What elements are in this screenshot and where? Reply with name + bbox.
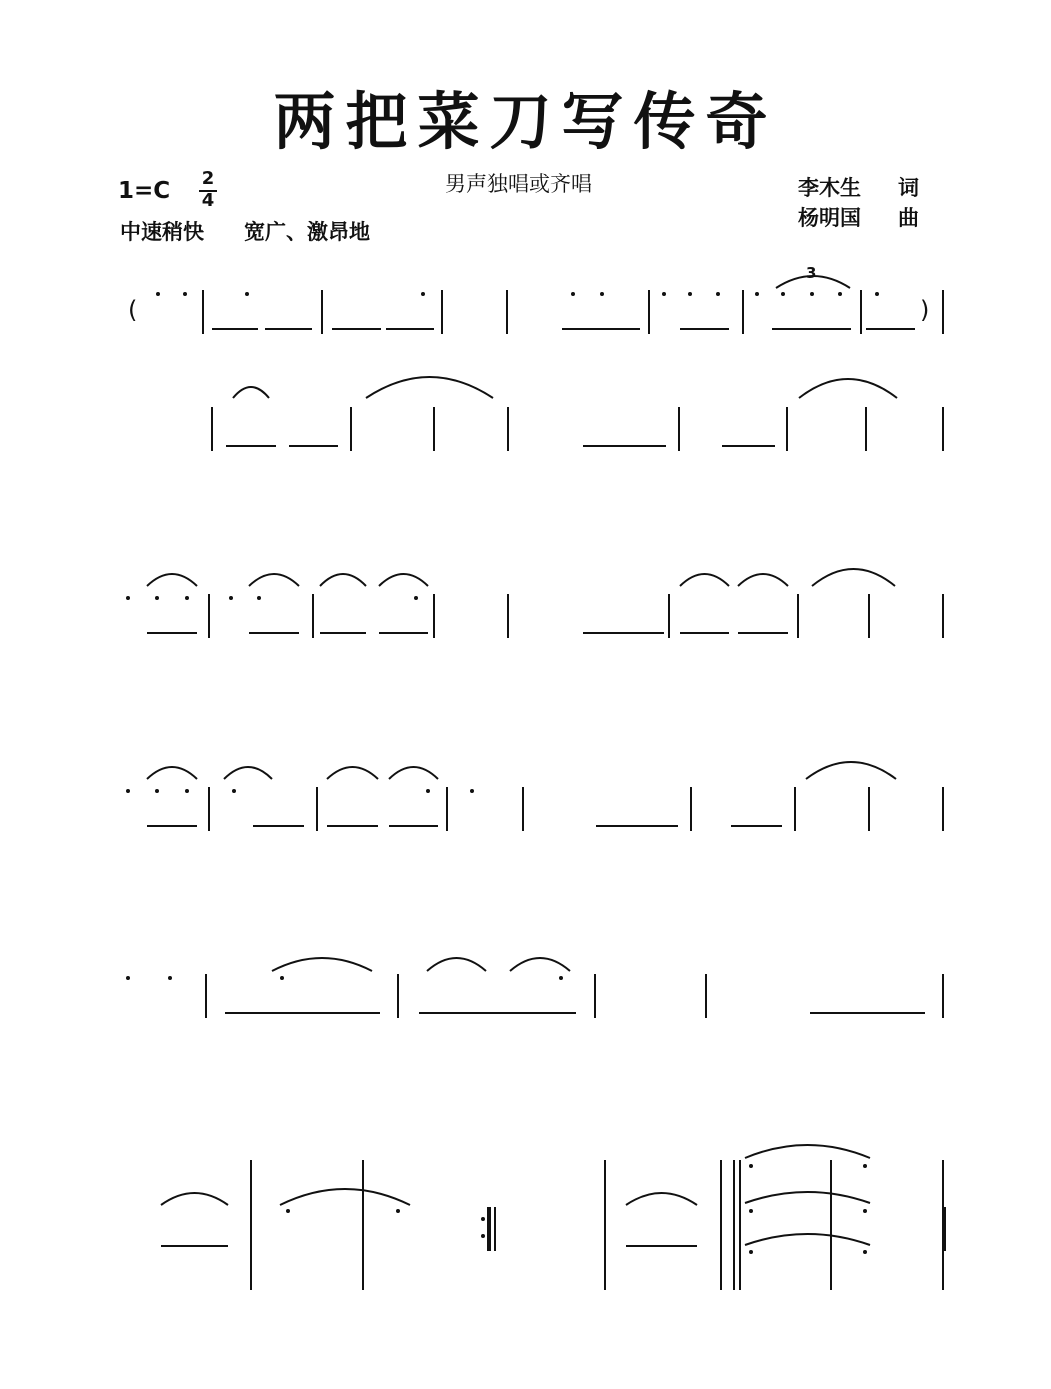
slur [320, 574, 366, 586]
slur [738, 574, 788, 586]
lyricist-name: 李木生 [798, 176, 861, 200]
slur [147, 767, 197, 779]
expression-marking: 宽广、激昂地 [244, 220, 370, 244]
song-title: 两把菜刀写传奇 [273, 85, 778, 158]
slur [249, 574, 299, 586]
lyricist-role: 词 [898, 176, 919, 200]
slur [812, 569, 895, 586]
slur [280, 1189, 410, 1205]
slur [389, 767, 438, 779]
slur [161, 1193, 228, 1205]
slur [233, 387, 269, 398]
slur [626, 1193, 697, 1205]
key-signature: 1=C [118, 178, 171, 204]
slur [147, 574, 197, 586]
intro-close-paren: ) [920, 296, 930, 324]
slur [806, 762, 896, 779]
slur [745, 1192, 870, 1203]
slur [272, 958, 372, 971]
slur [799, 379, 897, 398]
slur [224, 767, 272, 779]
intro-open-paren: ( [128, 296, 138, 324]
slur [379, 574, 428, 586]
time-signature-denominator: 4 [201, 190, 215, 211]
slur [427, 958, 486, 971]
slur [366, 377, 493, 398]
slur [680, 574, 729, 586]
composer-name: 杨明国 [798, 206, 861, 230]
tempo-marking: 中速稍快 [120, 220, 204, 244]
slur [327, 767, 378, 779]
triplet-number: 3 [806, 264, 817, 282]
time-signature-numerator: 2 [201, 168, 215, 189]
slur [745, 1234, 870, 1245]
performance-note: 男声独唱或齐唱 [445, 172, 592, 196]
triplet-slur [776, 276, 850, 288]
slur [745, 1145, 870, 1158]
composer-role: 曲 [898, 206, 919, 230]
slur [510, 958, 570, 971]
